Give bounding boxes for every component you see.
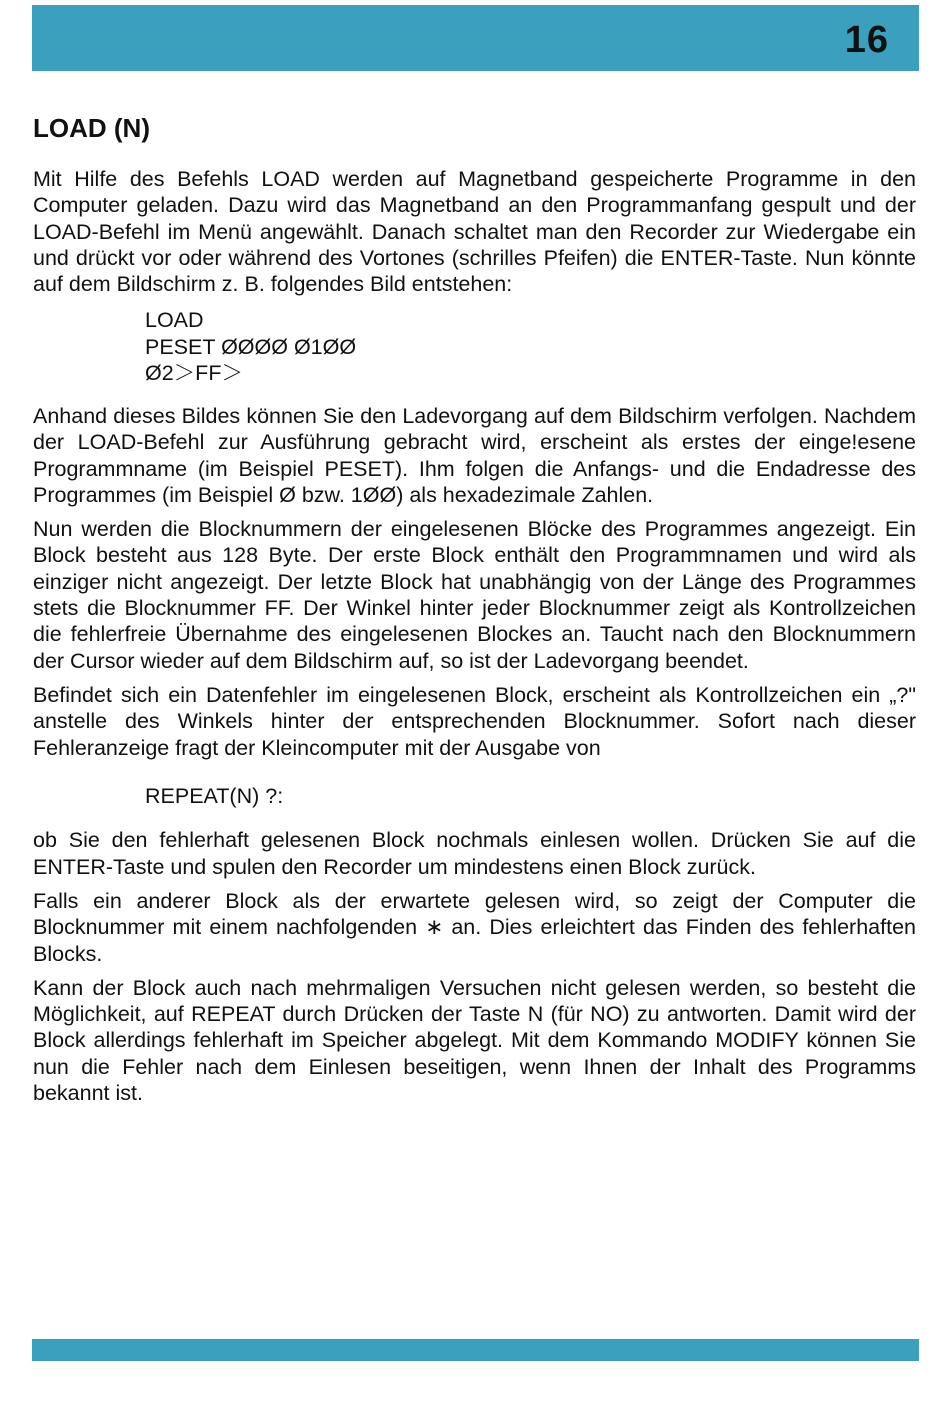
screen-line-2: PESET ØØØØ Ø1ØØ — [145, 334, 357, 359]
paragraph-intro: Mit Hilfe des Befehls LOAD werden auf Magnetband gespeicherte Programme in den Computer geladen. Dazu wird das Magnetband an den Programmanfang gespult und der LOAD-Befehl im Menü angewählt. Danach schaltet man den Recorder zur Wiedergabe ein und drückt vor oder während des Vortones (schrilles Pfeifen) die ENTER-Taste. Nun könnte auf dem Bildschirm z. B. folgendes Bild entstehen: — [33, 167, 916, 297]
paragraph-wrong-block: Falls ein anderer Block als der erwartete gelesen wird, so zeigt der Computer die Blocknummer mit einem nachfolgenden ∗ an. Dies erleichtert das Finden des fehlerhaften Blocks. — [33, 888, 916, 966]
screen-line-1: LOAD — [145, 308, 204, 333]
screen-example — [145, 307, 916, 387]
repeat-prompt-block — [145, 783, 916, 810]
paragraph-data-error: Befindet sich ein Datenfehler im eingelesenen Block, erscheint als Kontrollzeichen ein „?" anstelle des Winkels hinter der entsprechenden Blocknummer. Sofort nach dieser Fehleranzeige fragt der Kleincomputer mit der Ausgabe von — [33, 682, 916, 760]
paragraph-block-numbers: Nun werden die Blocknummern der eingelesenen Blöcke des Programmes angezeigt. Ein Block besteht aus 128 Byte. Der erste Block enthält den Programmnamen und wird als einziger nicht angezeigt. Der letzte Block hat unabhängig von der Länge des Programmes stets die Blocknummer FF. Der Winkel hinter jeder Blocknummer zeigt als Kontrollzeichen die fehlerfreie Übernahme des eingelesenen Blockes an. Taucht nach den Blocknummern der Cursor wieder auf dem Bildschirm auf, so ist der Ladevorgang beendet. — [33, 517, 916, 673]
paragraph-loading-process: Anhand dieses Bildes können Sie den Ladevorgang auf dem Bildschirm verfolgen. Nachdem der LOAD-Befehl zur Ausführung gebracht wird, erscheint als erstes der einge!esene Programmname (im Beispiel PESET). Ihm folgen die Anfangs- und die Endadresse des Programmes (im Beispiel Ø bzw. 1ØØ) als hexadezimale Zahlen. — [33, 403, 916, 507]
header-bar — [32, 5, 919, 71]
paragraph-modify: Kann der Block auch nach mehrmaligen Versuchen nicht gelesen werden, so besteht die Möglichkeit, auf REPEAT durch Drücken der Taste N (für NO) zu antworten. Damit wird der Block allerdings fehlerhaft im Speicher abgelegt. Mit dem Kommando MODIFY können Sie nun die Fehler nach dem Einlesen beseitigen, wenn Ihnen der Inhalt des Programms bekannt ist. — [33, 975, 916, 1106]
page-content — [33, 113, 916, 1114]
section-title: LOAD (N) — [33, 113, 150, 143]
repeat-prompt: REPEAT(N) ?: — [145, 783, 284, 808]
screen-line-3: Ø2＞FF＞ — [145, 361, 243, 386]
page-number: 16 — [844, 19, 889, 61]
paragraph-reload: ob Sie den fehlerhaft gelesenen Block nochmals einlesen wollen. Drücken Sie auf die ENTER-Taste und spulen den Recorder um mindestens einen Block zurück. — [33, 828, 916, 879]
footer-bar — [32, 1339, 919, 1361]
